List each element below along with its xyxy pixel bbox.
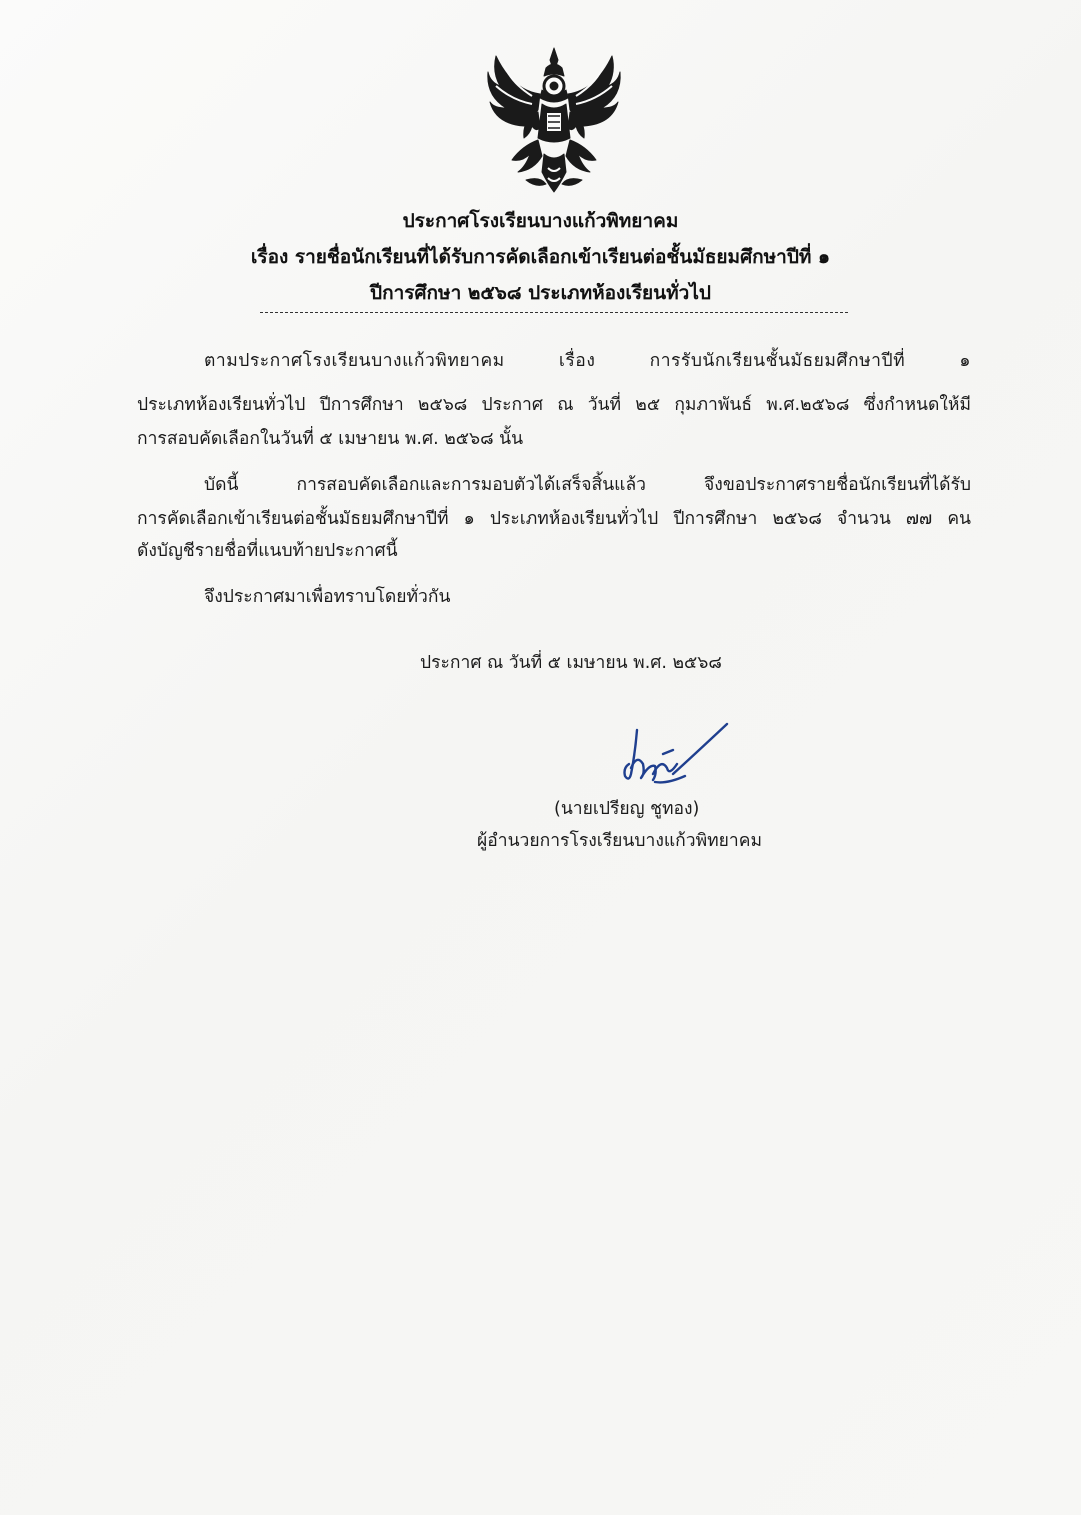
announcement-academic-year: ปีการศึกษา ๒๕๖๘ ประเภทห้องเรียนทั่วไป — [370, 282, 711, 304]
header-divider — [260, 312, 848, 313]
announcement-subject: เรื่อง รายชื่อนักเรียนที่ได้รับการคัดเลือกเข้าเรียนต่อชั้นมัธยมศึกษาปีที่ ๑ — [250, 246, 831, 268]
closing-statement: จึงประกาศมาเพื่อทราบโดยทั่วกัน — [204, 587, 451, 607]
paragraph-2-line-2: การคัดเลือกเข้าเรียนต่อชั้นมัธยมศึกษาปีที่ ๑ ประเภทห้องเรียนทั่วไป ปีการศึกษา ๒๕๖๘ จำนวน ๗๗ คน — [137, 509, 971, 529]
signer-name: (นายเปรียญ ชูทอง) — [554, 799, 700, 819]
paragraph-1-line-3: การสอบคัดเลือกในวันที่ ๕ เมษายน พ.ศ. ๒๕๖๘ นั้น — [137, 429, 524, 449]
announcement-date: ประกาศ ณ วันที่ ๕ เมษายน พ.ศ. ๒๕๖๘ — [420, 653, 722, 673]
paragraph-2-line-1: บัดนี้ การสอบคัดเลือกและการมอบตัวได้เสร็จสิ้นแล้ว จึงขอประกาศรายชื่อนักเรียนที่ได้รับ — [204, 475, 971, 495]
paragraph-1-line-2: ประเภทห้องเรียนทั่วไป ปีการศึกษา ๒๕๖๘ ประกาศ ณ วันที่ ๒๕ กุมภาพันธ์ พ.ศ.๒๕๖๘ ซึ่งกำหนดให้มี — [137, 395, 971, 415]
announcement-title: ประกาศโรงเรียนบางแก้วพิทยาคม — [402, 210, 679, 232]
handwritten-signature-icon — [615, 714, 733, 788]
garuda-emblem-icon — [482, 42, 626, 196]
paragraph-2-line-3: ดังบัญชีรายชื่อที่แนบท้ายประกาศนี้ — [137, 541, 398, 561]
paragraph-1-line-1: ตามประกาศโรงเรียนบางแก้วพิทยาคม เรื่อง การรับนักเรียนชั้นมัธยมศึกษาปีที่ ๑ — [204, 351, 971, 371]
signer-position: ผู้อำนวยการโรงเรียนบางแก้วพิทยาคม — [477, 831, 762, 851]
